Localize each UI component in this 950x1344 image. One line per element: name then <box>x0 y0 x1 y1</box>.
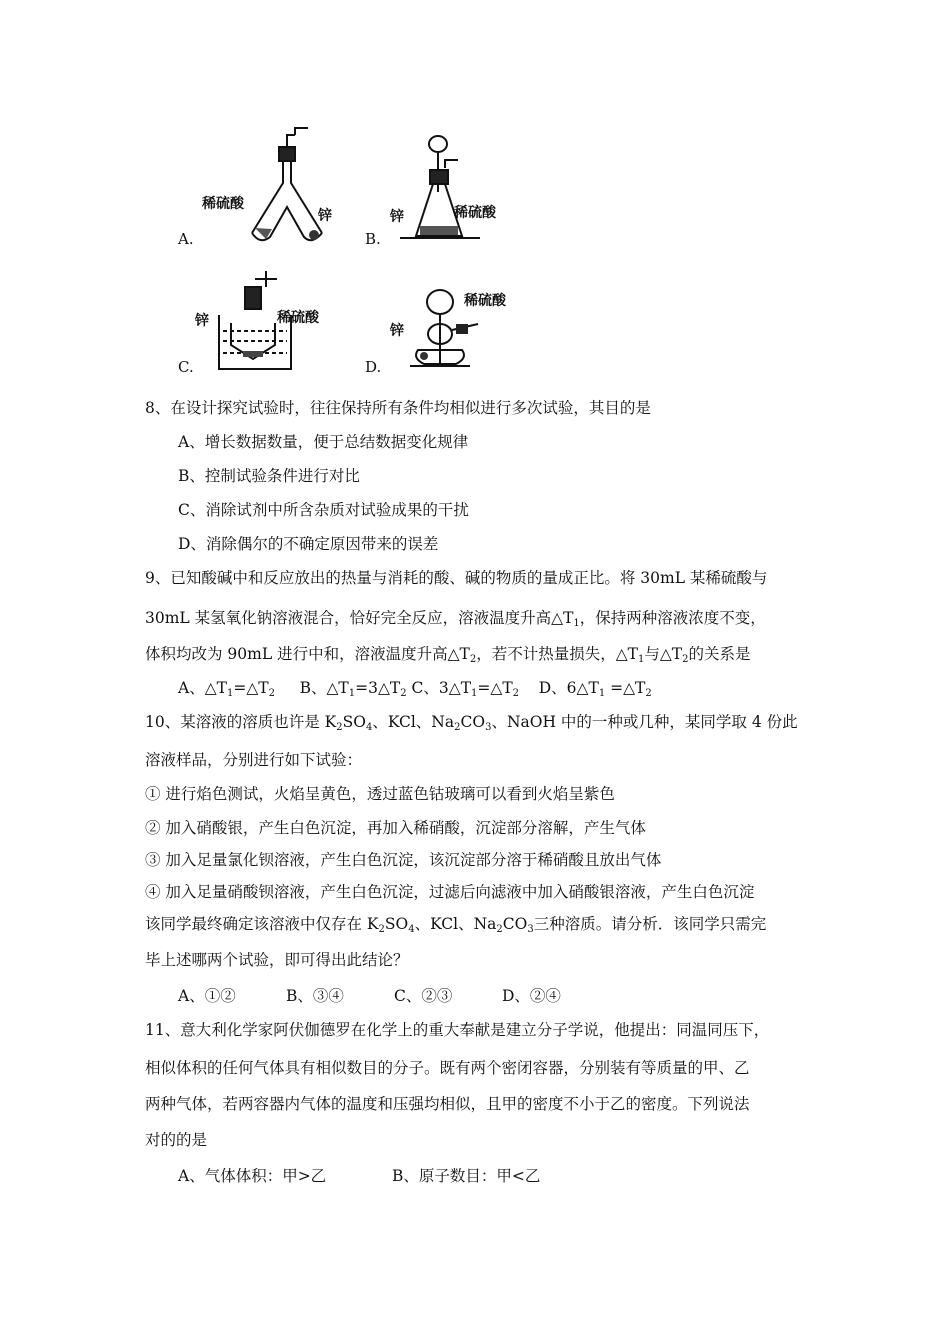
q10-options <box>178 984 561 1006</box>
figure-d <box>390 280 520 375</box>
figure-b <box>390 130 510 248</box>
q10-step-1: ① 进行焰色测试，火焰呈黄色，透过蓝色钴玻璃可以看到火焰呈紫色 <box>145 785 615 803</box>
q10-step-2: ② 加入硝酸银，产生白色沉淀，再加入稀硝酸，沉淀部分溶解，产生气体 <box>145 819 646 837</box>
q9-option-d: D、$6\triangle T_1$ $=\triangle T_2$ <box>538 679 652 699</box>
acid-label: 稀硫酸 <box>202 196 244 212</box>
q9-line-1: 9、已知酸碱中和反应放出的热量与消耗的酸、碱的物质的量成正比。将 30mL 某稀硫酸与 <box>145 569 768 587</box>
acid-label: 稀硫酸 <box>454 205 496 221</box>
figure-a <box>200 125 340 250</box>
q9-option-a: A、$\triangle T_1=\triangle T_2$ <box>178 679 275 699</box>
q9-line-2: 30mL 某氢氧化钠溶液混合，恰好完全反应，溶液温度升高$\triangle T_1$，保持两种溶液浓度不变， <box>145 609 766 629</box>
q8-option-a: A、增长数据数量，便于总结数据变化规律 <box>178 433 469 451</box>
q8-option-b: B、控制试验条件进行对比 <box>178 467 360 485</box>
figure-c-letter: C. <box>178 358 194 376</box>
q11-option-a: A、气体体积：甲>乙 <box>178 1167 327 1185</box>
q8-stem: 8、在设计探究试验时，往往保持所有条件均相似进行多次试验，其目的是 <box>145 399 651 417</box>
q9-option-c: C、$3\triangle T_1=\triangle T_2$ <box>411 679 520 699</box>
figure-d-letter: D. <box>365 358 382 376</box>
zinc-label: 锌 <box>390 323 404 339</box>
q11-line-1: 11、意大利化学家阿伏伽德罗在化学上的重大奉献是建立分子学说，他提出：同温同压下， <box>145 1021 770 1039</box>
q9-options <box>178 676 652 699</box>
zinc-label: 锌 <box>390 209 404 225</box>
q10-conclusion-2: 毕上述哪两个试验，即可得出此结论？ <box>145 951 409 969</box>
zinc-label: 锌 <box>195 313 209 329</box>
q10-step-4: ④ 加入足量硝酸钡溶液，产生白色沉淀，过滤后向滤液中加入硝酸银溶液，产生白色沉淀 <box>145 883 755 901</box>
q11-options <box>178 1164 540 1186</box>
figure-a-letter: A. <box>178 230 194 248</box>
beaker-funnel-apparatus-icon <box>195 265 345 377</box>
q10-conclusion-1: 该同学最终确定该溶液中仅存在 $K_2SO_4$、KCl、$Na_2CO_3$三种溶质。请分析．该同学只需完 <box>145 915 767 935</box>
acid-label: 稀硫酸 <box>277 310 319 326</box>
q10-line-1: 10、某溶液的溶质也许是 $K_2SO_4$、KCl、$Na_2CO_3$、NaOH 中的一种或几种，某同学取 4 份此 <box>145 713 798 733</box>
q10-option-b: B、③④ <box>286 987 344 1005</box>
q9-line-3: 体积均改为 90mL 进行中和，溶液温度升高$\triangle T_2$，若不计热量损失，$\triangle T_1$与$\triangle T_2$的关系是 <box>145 645 751 665</box>
conical-flask-apparatus-icon <box>390 130 510 248</box>
q11-line-3: 两种气体，若两容器内气体的温度和压强均相似，且甲的密度不小于乙的密度。下列说法 <box>145 1095 750 1113</box>
q10-option-d: D、②④ <box>502 987 561 1005</box>
q10-option-c: C、②③ <box>394 987 453 1005</box>
q10-option-a: A、①② <box>178 987 236 1005</box>
figure-c <box>195 265 345 377</box>
q9-option-b: B、$\triangle T_1=3\triangle T_2$ <box>299 679 407 699</box>
q11-line-4: 对的的是 <box>145 1131 208 1149</box>
acid-label: 稀硫酸 <box>464 293 506 309</box>
q8-option-c: C、消除试剂中所含杂质对试验成果的干扰 <box>178 501 469 519</box>
q8-option-d: D、消除偶尔的不确定原因带来的误差 <box>178 535 439 553</box>
zinc-label: 锌 <box>318 208 332 224</box>
y-tube-apparatus-icon <box>200 125 340 250</box>
q11-option-b: B、原子数目：甲<乙 <box>392 1167 541 1185</box>
q10-line-2: 溶液样品，分别进行如下试验： <box>145 751 363 769</box>
figure-b-letter: B. <box>365 230 381 248</box>
q10-step-3: ③ 加入足量氯化钡溶液，产生白色沉淀，该沉淀部分溶于稀硝酸且放出气体 <box>145 851 662 869</box>
q11-line-2: 相似体积的任何气体具有相似数目的分子。既有两个密闭容器，分别装有等质量的甲、乙 <box>145 1059 750 1077</box>
